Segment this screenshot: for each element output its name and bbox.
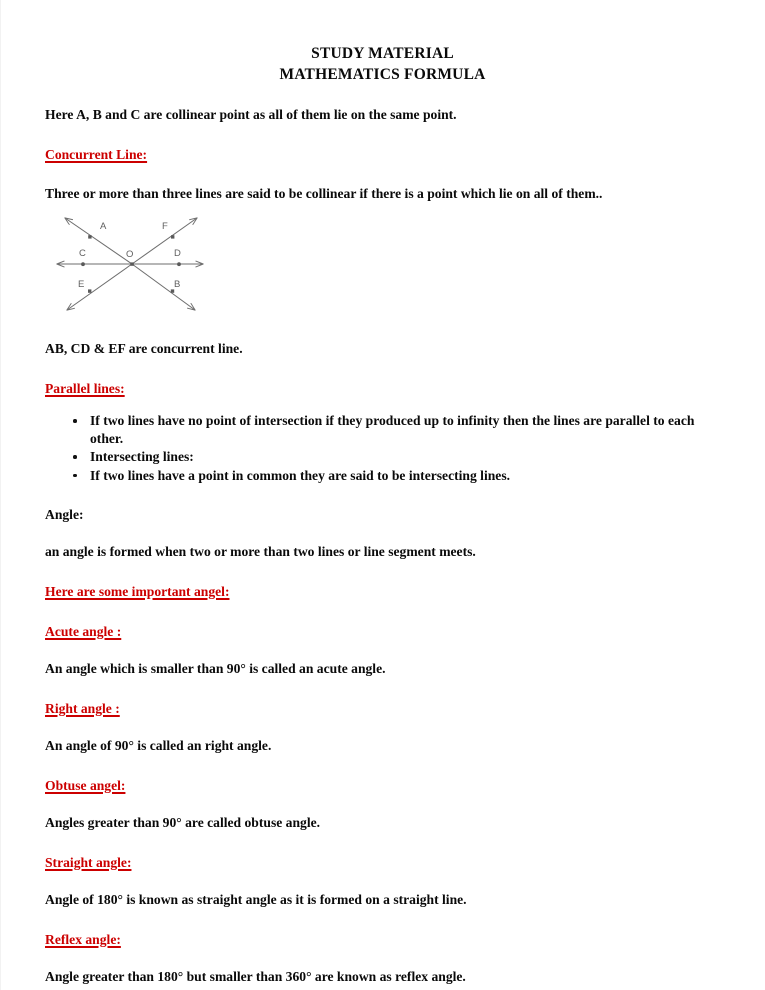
page-left-edge [0, 0, 1, 990]
page-title-line-2: MATHEMATICS FORMULA [279, 66, 486, 83]
heading-reflex-angle-text: Reflex angle: [45, 932, 121, 947]
document-content [45, 0, 720, 986]
diagram-line-ef-lower [67, 264, 132, 310]
acute-angle-definition: An angle which is smaller than 90° is called an acute angle. [45, 661, 386, 676]
concurrent-line-definition: Three or more than three lines are said to be collinear if there is a point which lie on all of them.. [45, 186, 603, 201]
heading-obtuse-angle [45, 777, 720, 795]
right-angle-definition: An angle of 90° is called an right angle. [45, 738, 272, 753]
heading-important-angles-text: Here are some important angel: [45, 584, 230, 599]
diagram-label-c: C [79, 248, 86, 259]
heading-straight-angle-text: Straight angle: [45, 855, 132, 870]
heading-acute-angle [45, 623, 720, 641]
diagram-point-a [88, 235, 91, 238]
intro-paragraph: Here A, B and C are collinear point as all of them lie on the same point. [45, 107, 457, 122]
obtuse-angle-definition: Angles greater than 90° are called obtuse angle. [45, 815, 321, 830]
heading-right-angle [45, 700, 720, 718]
page-title-line-1: STUDY MATERIAL [311, 45, 454, 62]
heading-concurrent-line [45, 146, 720, 164]
angle-definition: an angle is formed when two or more than two lines or line segment meets. [45, 544, 476, 559]
straight-angle-definition: Angle of 180° is known as straight angle as it is formed on a straight line. [45, 892, 467, 907]
heading-acute-angle-text: Acute angle : [45, 624, 122, 639]
heading-parallel-lines [45, 380, 720, 398]
heading-straight-angle [45, 854, 720, 872]
heading-obtuse-angle-text: Obtuse angel: [45, 778, 126, 793]
diagram-point-o [130, 262, 133, 265]
heading-right-angle-text: Right angle : [45, 701, 120, 716]
list-item: If two lines have a point in common they are said to be intersecting lines. [45, 467, 720, 485]
heading-reflex-angle [45, 931, 720, 949]
diagram-label-o: O [126, 249, 134, 260]
diagram-label-d: D [174, 248, 181, 259]
diagram-label-b: B [174, 279, 181, 290]
parallel-lines-bullet-list [45, 412, 720, 484]
heading-concurrent-line-text: Concurrent Line: [45, 147, 148, 162]
diagram-line-ab-lower [132, 264, 195, 310]
list-item: If two lines have no point of intersection if they produced up to infinity then the lines are parallel to each other. [45, 412, 720, 447]
diagram-point-e [88, 289, 91, 292]
diagram-point-c [81, 262, 85, 266]
diagram-label-f: F [162, 221, 168, 232]
concurrent-line-caption: AB, CD & EF are concurrent line. [45, 341, 243, 356]
concurrent-lines-diagram [45, 209, 215, 319]
document-title-block [45, 0, 720, 85]
heading-important-angles [45, 583, 720, 601]
diagram-point-f [171, 235, 174, 238]
list-item: Intersecting lines: [45, 448, 720, 466]
reflex-angle-definition: Angle greater than 180° but smaller than 360° are known as reflex angle. [45, 969, 466, 984]
heading-angle: Angle: [45, 507, 84, 522]
diagram-label-e: E [78, 279, 85, 290]
diagram-point-d [177, 262, 181, 266]
diagram-line-ab-upper [65, 218, 132, 264]
heading-parallel-lines-text: Parallel lines: [45, 381, 125, 396]
diagram-label-a: A [100, 221, 107, 232]
